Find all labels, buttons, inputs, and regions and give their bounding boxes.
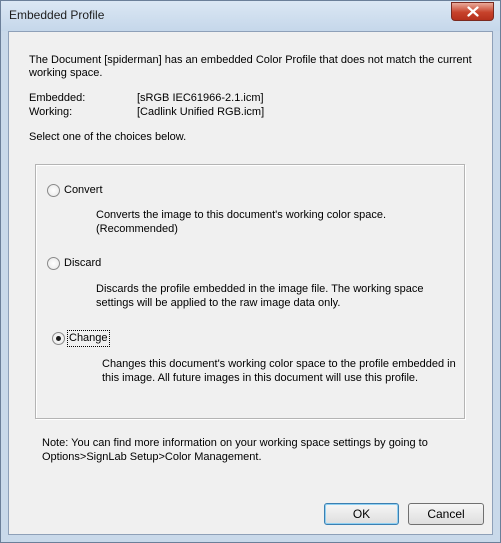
dialog-body	[8, 31, 493, 535]
convert-description-1: Converts the image to this document's working color space.	[96, 209, 387, 221]
convert-radio[interactable]	[47, 184, 60, 197]
discard-description-1: Discards the profile embedded in the image file. The working space	[96, 283, 424, 295]
instruction-text: Select one of the choices below.	[29, 131, 187, 143]
working-label: Working:	[29, 106, 73, 118]
discard-label[interactable]: Discard	[64, 257, 102, 269]
convert-description-2: (Recommended)	[96, 223, 178, 235]
message-line-2: working space.	[29, 67, 103, 79]
convert-label[interactable]: Convert	[64, 184, 103, 196]
options-group	[35, 164, 465, 419]
discard-description-2: settings will be applied to the raw image data only.	[96, 297, 341, 309]
close-icon	[467, 6, 479, 17]
title-bar[interactable]	[1, 1, 500, 31]
change-description-1: Changes this document's working color space to the profile embedded in	[102, 358, 456, 370]
radio-selected-dot	[56, 336, 61, 341]
window-title: Embedded Profile	[9, 8, 105, 22]
note-line-2: Options>SignLab Setup>Color Management.	[42, 451, 262, 463]
working-profile-value: [Cadlink Unified RGB.icm]	[137, 106, 265, 118]
change-description-2: this image. All future images in this document will use this profile.	[102, 372, 419, 384]
ok-button[interactable]: OK	[324, 503, 399, 525]
note-line-1: Note: You can find more information on your working space settings by going to	[42, 437, 428, 449]
close-button[interactable]	[451, 2, 494, 21]
embedded-profile-value: [sRGB IEC61966-2.1.icm]	[137, 92, 264, 104]
embedded-label: Embedded:	[29, 92, 86, 104]
change-radio[interactable]	[52, 332, 65, 345]
discard-radio[interactable]	[47, 257, 60, 270]
cancel-button[interactable]: Cancel	[408, 503, 484, 525]
message-line-1: The Document [spiderman] has an embedded Color Profile that does not match the current	[29, 54, 472, 66]
change-label[interactable]: Change	[69, 332, 108, 344]
